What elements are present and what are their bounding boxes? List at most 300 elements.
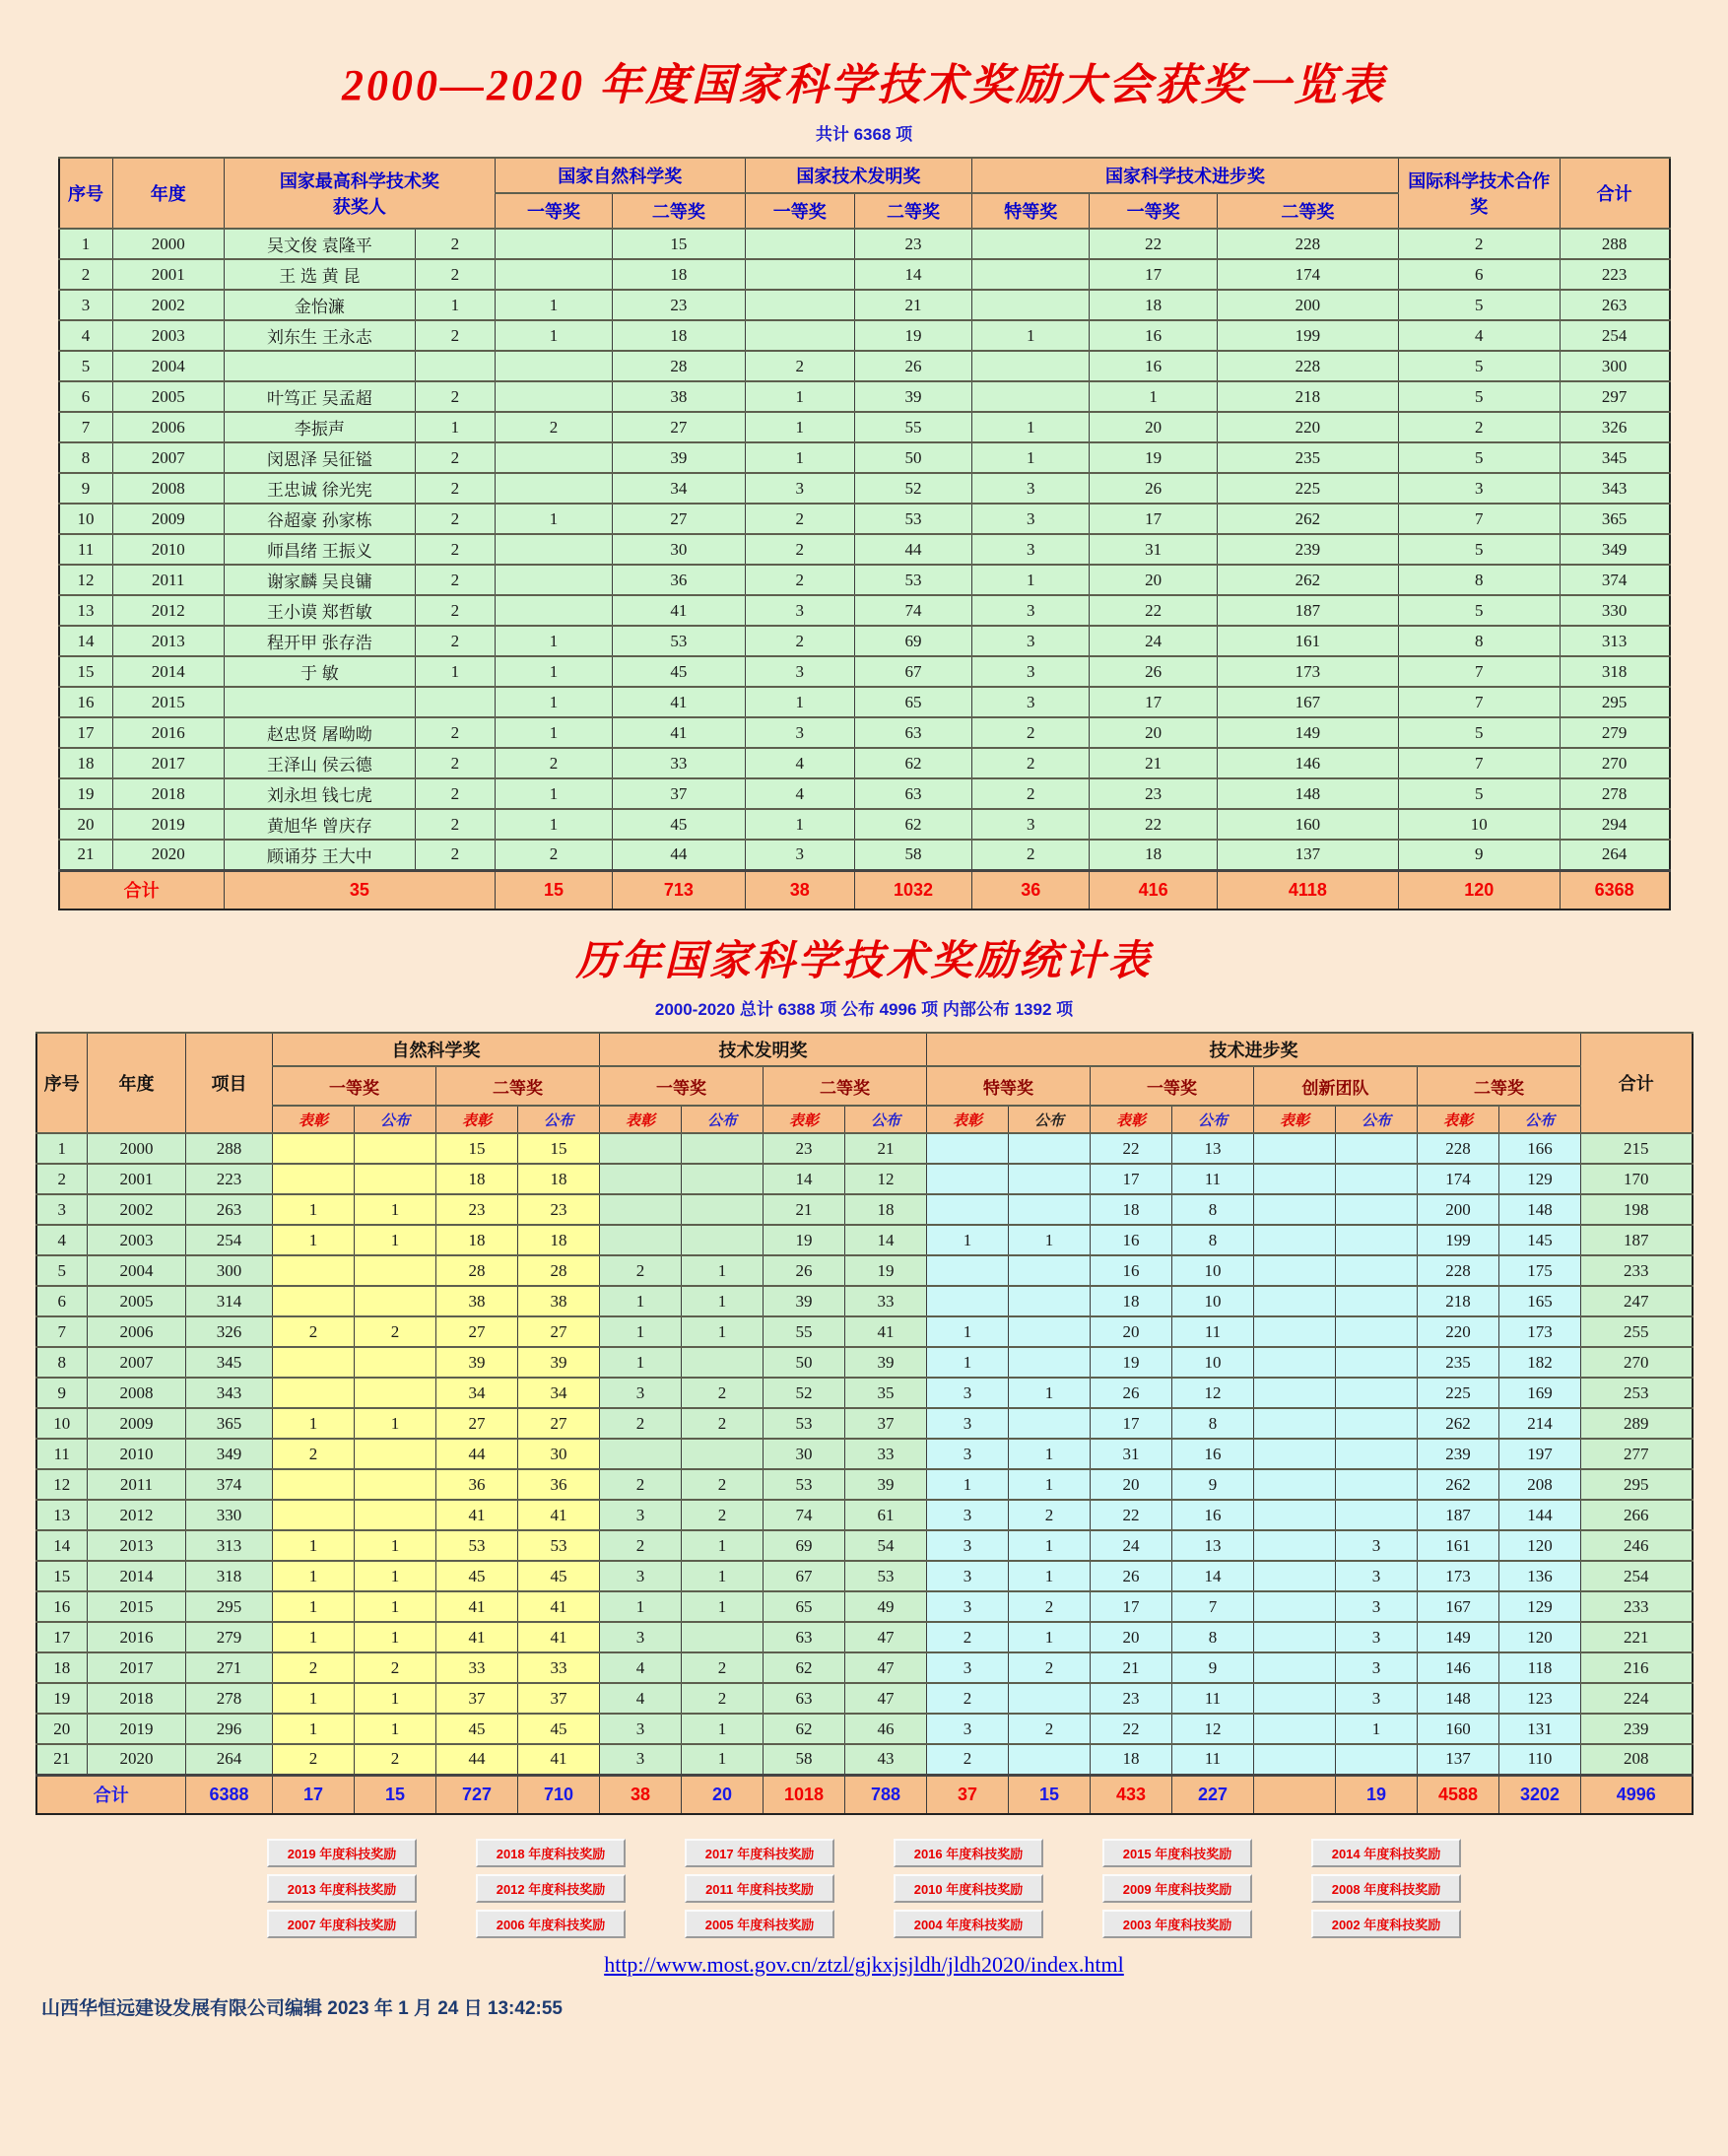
year-cell: 2004 — [112, 351, 224, 381]
count-cell: 3 — [745, 473, 854, 504]
count-cell: 1 — [972, 442, 1090, 473]
year-cell: 2006 — [88, 1316, 186, 1347]
count-cell — [273, 1469, 355, 1500]
header-commended: 表彰 — [927, 1106, 1009, 1133]
table-row — [36, 1255, 1693, 1286]
totals-cell: 37 — [927, 1775, 1009, 1814]
count-cell: 3 — [745, 840, 854, 870]
count-cell — [1336, 1194, 1418, 1225]
count-cell: 2 — [415, 840, 495, 870]
laureates-cell: 刘东生 王永志 — [224, 320, 415, 351]
count-cell: 20 — [1091, 1316, 1172, 1347]
count-cell: 262 — [1418, 1469, 1499, 1500]
count-cell: 3 — [1336, 1591, 1418, 1622]
year-award-link[interactable]: 2019 年度科技奖励 — [267, 1839, 417, 1867]
count-cell: 9 — [1398, 840, 1560, 870]
count-cell: 44 — [436, 1744, 518, 1775]
count-cell: 8 — [1172, 1194, 1254, 1225]
count-cell: 2 — [600, 1408, 682, 1439]
count-cell: 1 — [1009, 1469, 1091, 1500]
count-cell — [682, 1622, 764, 1652]
count-cell: 22 — [1090, 595, 1217, 626]
count-cell: 3 — [927, 1500, 1009, 1530]
count-cell: 129 — [1499, 1591, 1581, 1622]
header-tech-progress: 国家科学技术进步奖 — [972, 158, 1399, 193]
count-cell: 3 — [1398, 473, 1560, 504]
count-cell: 17 — [1090, 259, 1217, 290]
count-cell: 23 — [613, 290, 745, 320]
count-cell — [355, 1439, 436, 1469]
count-cell: 3 — [972, 534, 1090, 565]
count-cell: 2 — [415, 565, 495, 595]
count-cell: 62 — [764, 1714, 845, 1744]
seq-cell: 19 — [59, 778, 113, 809]
count-cell: 1 — [682, 1286, 764, 1316]
total-cell: 233 — [1581, 1255, 1693, 1286]
count-cell: 19 — [1091, 1347, 1172, 1378]
year-award-link[interactable]: 2015 年度科技奖励 — [1102, 1839, 1252, 1867]
count-cell: 1 — [1336, 1714, 1418, 1744]
count-cell: 36 — [436, 1469, 518, 1500]
count-cell: 1 — [495, 320, 612, 351]
year-award-link[interactable]: 2013 年度科技奖励 — [267, 1874, 417, 1903]
count-cell: 3 — [600, 1378, 682, 1408]
totals-cell: 727 — [436, 1775, 518, 1814]
count-cell: 2 — [682, 1683, 764, 1714]
count-cell: 30 — [518, 1439, 600, 1469]
year-cell: 2001 — [88, 1164, 186, 1194]
count-cell — [1336, 1439, 1418, 1469]
count-cell — [273, 1378, 355, 1408]
count-cell: 2 — [415, 504, 495, 534]
count-cell — [495, 381, 612, 412]
laureates-cell: 金怡濂 — [224, 290, 415, 320]
year-cell: 2015 — [88, 1591, 186, 1622]
table1-subtitle: 共计 6368 项 — [815, 125, 913, 144]
count-cell — [745, 290, 854, 320]
year-award-link[interactable]: 2008 年度科技奖励 — [1311, 1874, 1461, 1903]
count-cell — [355, 1378, 436, 1408]
table-row — [59, 412, 1670, 442]
header-second-prize: 二等奖 — [1418, 1066, 1581, 1106]
count-cell: 1 — [495, 809, 612, 840]
year-award-link[interactable]: 2012 年度科技奖励 — [476, 1874, 626, 1903]
year-cell: 2017 — [88, 1652, 186, 1683]
count-cell: 9 — [1172, 1652, 1254, 1683]
count-cell: 330 — [186, 1500, 273, 1530]
header-natural-science: 自然科学奖 — [273, 1033, 600, 1066]
count-cell: 27 — [518, 1316, 600, 1347]
count-cell: 74 — [764, 1500, 845, 1530]
table-row — [36, 1591, 1693, 1622]
count-cell: 8 — [1398, 626, 1560, 656]
count-cell — [1254, 1194, 1336, 1225]
table-row — [59, 626, 1670, 656]
year-award-link[interactable]: 2006 年度科技奖励 — [476, 1910, 626, 1938]
count-cell: 300 — [186, 1255, 273, 1286]
table-row — [59, 687, 1670, 717]
count-cell: 3 — [600, 1500, 682, 1530]
count-cell: 239 — [1217, 534, 1398, 565]
awards-overview-table — [58, 157, 1671, 910]
header-total: 合计 — [1581, 1033, 1693, 1133]
total-cell: 170 — [1581, 1164, 1693, 1194]
seq-cell: 11 — [59, 534, 113, 565]
total-cell: 270 — [1560, 748, 1669, 778]
count-cell: 2 — [927, 1744, 1009, 1775]
year-cell: 2009 — [88, 1408, 186, 1439]
count-cell: 1 — [495, 290, 612, 320]
count-cell: 18 — [613, 259, 745, 290]
total-cell: 253 — [1581, 1378, 1693, 1408]
count-cell — [600, 1225, 682, 1255]
count-cell: 1 — [273, 1561, 355, 1591]
seq-cell: 15 — [36, 1561, 88, 1591]
count-cell: 161 — [1217, 626, 1398, 656]
count-cell: 148 — [1217, 778, 1398, 809]
count-cell: 8 — [1172, 1225, 1254, 1255]
year-award-link[interactable]: 2014 年度科技奖励 — [1311, 1839, 1461, 1867]
count-cell: 41 — [845, 1316, 927, 1347]
header-first-prize: 一等奖 — [600, 1066, 764, 1106]
count-cell: 16 — [1091, 1225, 1172, 1255]
count-cell — [1336, 1378, 1418, 1408]
count-cell: 3 — [600, 1622, 682, 1652]
count-cell: 54 — [845, 1530, 927, 1561]
total-cell: 255 — [1581, 1316, 1693, 1347]
count-cell: 17 — [1090, 687, 1217, 717]
totals-cell: 227 — [1172, 1775, 1254, 1814]
count-cell — [600, 1439, 682, 1469]
count-cell: 63 — [854, 717, 971, 748]
count-cell: 5 — [1398, 717, 1560, 748]
count-cell: 1 — [745, 381, 854, 412]
count-cell — [682, 1133, 764, 1164]
count-cell — [927, 1286, 1009, 1316]
count-cell: 2 — [415, 717, 495, 748]
count-cell: 1 — [355, 1714, 436, 1744]
count-cell — [1254, 1378, 1336, 1408]
count-cell: 43 — [845, 1744, 927, 1775]
count-cell: 39 — [845, 1469, 927, 1500]
count-cell: 11 — [1172, 1683, 1254, 1714]
total-cell: 208 — [1581, 1744, 1693, 1775]
count-cell: 4 — [745, 778, 854, 809]
count-cell: 41 — [436, 1622, 518, 1652]
table-row — [36, 1316, 1693, 1347]
count-cell: 2 — [273, 1439, 355, 1469]
count-cell: 41 — [613, 717, 745, 748]
count-cell: 50 — [854, 442, 971, 473]
count-cell: 10 — [1172, 1286, 1254, 1316]
count-cell: 3 — [1336, 1561, 1418, 1591]
count-cell: 208 — [1499, 1469, 1581, 1500]
header-published: 公布 — [1009, 1106, 1091, 1133]
year-award-link[interactable]: 2017 年度科技奖励 — [685, 1839, 834, 1867]
seq-cell: 18 — [36, 1652, 88, 1683]
count-cell: 169 — [1499, 1378, 1581, 1408]
count-cell — [273, 1347, 355, 1378]
total-cell: 270 — [1581, 1347, 1693, 1378]
count-cell: 3 — [972, 809, 1090, 840]
count-cell: 199 — [1418, 1225, 1499, 1255]
total-cell: 264 — [1560, 840, 1669, 870]
count-cell: 21 — [1091, 1652, 1172, 1683]
count-cell: 3 — [972, 473, 1090, 504]
total-cell: 313 — [1560, 626, 1669, 656]
count-cell: 1 — [273, 1714, 355, 1744]
year-award-link[interactable]: 2007 年度科技奖励 — [267, 1910, 417, 1938]
header-first-prize: 一等奖 — [1091, 1066, 1254, 1106]
count-cell: 2 — [415, 748, 495, 778]
count-cell: 5 — [1398, 290, 1560, 320]
count-cell — [1009, 1347, 1091, 1378]
seq-cell: 5 — [36, 1255, 88, 1286]
laureates-cell: 王泽山 侯云德 — [224, 748, 415, 778]
count-cell: 1 — [355, 1530, 436, 1561]
laureates-cell: 王 选 黄 昆 — [224, 259, 415, 290]
seq-cell: 5 — [59, 351, 113, 381]
count-cell: 26 — [1091, 1561, 1172, 1591]
count-cell: 11 — [1172, 1744, 1254, 1775]
year-cell: 2009 — [112, 504, 224, 534]
count-cell: 33 — [613, 748, 745, 778]
count-cell — [682, 1164, 764, 1194]
seq-cell: 12 — [36, 1469, 88, 1500]
count-cell: 41 — [518, 1744, 600, 1775]
seq-cell: 18 — [59, 748, 113, 778]
year-award-link[interactable]: 2011 年度科技奖励 — [685, 1874, 834, 1903]
count-cell — [273, 1133, 355, 1164]
count-cell: 23 — [1090, 778, 1217, 809]
year-award-link[interactable]: 2016 年度科技奖励 — [894, 1839, 1043, 1867]
year-cell: 2007 — [88, 1347, 186, 1378]
count-cell: 200 — [1217, 290, 1398, 320]
header-year: 年度 — [112, 158, 224, 229]
seq-cell: 10 — [59, 504, 113, 534]
count-cell: 2 — [415, 595, 495, 626]
count-cell — [1254, 1316, 1336, 1347]
count-cell: 26 — [1090, 656, 1217, 687]
count-cell: 262 — [1217, 504, 1398, 534]
year-cell: 2014 — [112, 656, 224, 687]
count-cell: 349 — [186, 1439, 273, 1469]
count-cell — [1009, 1683, 1091, 1714]
header-second-prize: 二等奖 — [764, 1066, 927, 1106]
count-cell: 167 — [1217, 687, 1398, 717]
count-cell: 200 — [1418, 1194, 1499, 1225]
total-cell: 215 — [1581, 1133, 1693, 1164]
count-cell — [972, 229, 1090, 259]
count-cell: 21 — [764, 1194, 845, 1225]
table-row — [36, 1378, 1693, 1408]
year-award-link[interactable]: 2009 年度科技奖励 — [1102, 1874, 1252, 1903]
count-cell — [1254, 1286, 1336, 1316]
count-cell: 263 — [186, 1194, 273, 1225]
count-cell: 41 — [613, 687, 745, 717]
seq-cell: 6 — [36, 1286, 88, 1316]
year-cell: 2008 — [88, 1378, 186, 1408]
count-cell: 33 — [518, 1652, 600, 1683]
count-cell: 6 — [1398, 259, 1560, 290]
count-cell: 58 — [854, 840, 971, 870]
count-cell: 41 — [518, 1622, 600, 1652]
year-award-link[interactable]: 2003 年度科技奖励 — [1102, 1910, 1252, 1938]
totals-cell: 713 — [613, 870, 745, 910]
total-cell: 278 — [1560, 778, 1669, 809]
header-seq: 序号 — [36, 1033, 88, 1133]
totals-cell: 38 — [745, 870, 854, 910]
seq-cell: 14 — [36, 1530, 88, 1561]
source-url-link[interactable]: http://www.most.gov.cn/ztzl/gjkxjsjldh/jldh2020/index.html — [604, 1952, 1124, 1977]
year-cell: 2016 — [88, 1622, 186, 1652]
count-cell: 2 — [415, 473, 495, 504]
header-commended: 表彰 — [1091, 1106, 1172, 1133]
count-cell: 38 — [518, 1286, 600, 1316]
count-cell: 28 — [436, 1255, 518, 1286]
count-cell: 39 — [613, 442, 745, 473]
laureates-cell: 于 敏 — [224, 656, 415, 687]
count-cell: 2 — [745, 626, 854, 656]
count-cell — [1254, 1255, 1336, 1286]
count-cell: 1 — [972, 565, 1090, 595]
total-cell: 216 — [1581, 1652, 1693, 1683]
count-cell: 2 — [355, 1652, 436, 1683]
totals-cell: 120 — [1398, 870, 1560, 910]
totals-label: 合计 — [59, 870, 225, 910]
total-cell: 343 — [1560, 473, 1669, 504]
year-cell: 2017 — [112, 748, 224, 778]
count-cell: 16 — [1172, 1439, 1254, 1469]
count-cell: 2 — [415, 259, 495, 290]
count-cell: 7 — [1398, 748, 1560, 778]
year-award-link[interactable]: 2018 年度科技奖励 — [476, 1839, 626, 1867]
year-cell: 2002 — [88, 1194, 186, 1225]
count-cell: 2 — [972, 748, 1090, 778]
count-cell — [495, 565, 612, 595]
seq-cell: 3 — [59, 290, 113, 320]
count-cell — [273, 1255, 355, 1286]
count-cell: 65 — [764, 1591, 845, 1622]
count-cell: 53 — [845, 1561, 927, 1591]
count-cell: 1 — [355, 1408, 436, 1439]
awards-statistics-table — [35, 1032, 1694, 1815]
header-top-award-line2: 获奖人 — [332, 197, 386, 217]
count-cell: 74 — [854, 595, 971, 626]
count-cell — [972, 290, 1090, 320]
count-cell: 21 — [854, 290, 971, 320]
totals-cell: 38 — [600, 1775, 682, 1814]
count-cell: 18 — [518, 1225, 600, 1255]
year-cell: 2005 — [112, 381, 224, 412]
header-tech-invention: 技术发明奖 — [600, 1033, 927, 1066]
count-cell: 39 — [518, 1347, 600, 1378]
count-cell: 1 — [1009, 1439, 1091, 1469]
count-cell: 110 — [1499, 1744, 1581, 1775]
count-cell: 5 — [1398, 442, 1560, 473]
page-title-2: 历年国家科学技术奖励统计表 — [575, 939, 1153, 984]
count-cell: 3 — [927, 1652, 1009, 1683]
header-published: 公布 — [845, 1106, 927, 1133]
count-cell: 1 — [1009, 1225, 1091, 1255]
count-cell: 3 — [600, 1561, 682, 1591]
count-cell: 2 — [1009, 1500, 1091, 1530]
count-cell: 3 — [927, 1408, 1009, 1439]
count-cell: 1 — [600, 1316, 682, 1347]
laureates-cell — [224, 351, 415, 381]
table-row — [59, 809, 1670, 840]
count-cell: 5 — [1398, 595, 1560, 626]
count-cell: 129 — [1499, 1164, 1581, 1194]
table-row — [36, 1561, 1693, 1591]
count-cell: 53 — [764, 1408, 845, 1439]
year-cell: 2013 — [112, 626, 224, 656]
total-cell: 318 — [1560, 656, 1669, 687]
count-cell: 23 — [436, 1194, 518, 1225]
laureates-cell: 王忠诚 徐光宪 — [224, 473, 415, 504]
count-cell: 288 — [186, 1133, 273, 1164]
total-cell: 365 — [1560, 504, 1669, 534]
table-row — [59, 840, 1670, 870]
seq-cell: 4 — [36, 1225, 88, 1255]
count-cell: 166 — [1499, 1133, 1581, 1164]
count-cell: 18 — [436, 1225, 518, 1255]
header-commended: 表彰 — [764, 1106, 845, 1133]
table-row — [59, 473, 1670, 504]
count-cell — [682, 1347, 764, 1378]
count-cell: 1 — [927, 1316, 1009, 1347]
table-row — [59, 259, 1670, 290]
total-cell: 297 — [1560, 381, 1669, 412]
table-row — [36, 1164, 1693, 1194]
count-cell: 69 — [854, 626, 971, 656]
count-cell: 53 — [854, 504, 971, 534]
count-cell: 41 — [518, 1591, 600, 1622]
total-cell: 279 — [1560, 717, 1669, 748]
year-award-link[interactable]: 2005 年度科技奖励 — [685, 1910, 834, 1938]
count-cell: 214 — [1499, 1408, 1581, 1439]
seq-cell: 2 — [36, 1164, 88, 1194]
count-cell: 37 — [845, 1408, 927, 1439]
count-cell: 1 — [355, 1622, 436, 1652]
total-cell: 224 — [1581, 1683, 1693, 1714]
year-award-link[interactable]: 2004 年度科技奖励 — [894, 1910, 1043, 1938]
count-cell: 220 — [1217, 412, 1398, 442]
count-cell — [600, 1164, 682, 1194]
count-cell — [745, 229, 854, 259]
seq-cell: 21 — [36, 1744, 88, 1775]
count-cell: 1 — [273, 1591, 355, 1622]
editor-credit: 山西华恒远建设发展有限公司编辑 2023 年 1 月 24 日 13:42:55 — [41, 1998, 563, 2019]
count-cell: 16 — [1090, 351, 1217, 381]
seq-cell: 16 — [59, 687, 113, 717]
count-cell: 174 — [1217, 259, 1398, 290]
count-cell: 2 — [600, 1530, 682, 1561]
count-cell: 3 — [1336, 1652, 1418, 1683]
count-cell — [1254, 1622, 1336, 1652]
count-cell — [1254, 1164, 1336, 1194]
total-cell: 266 — [1581, 1500, 1693, 1530]
totals-cell: 20 — [682, 1775, 764, 1814]
seq-cell: 8 — [59, 442, 113, 473]
year-award-link[interactable]: 2010 年度科技奖励 — [894, 1874, 1043, 1903]
count-cell: 2 — [745, 351, 854, 381]
count-cell: 199 — [1217, 320, 1398, 351]
year-award-link[interactable]: 2002 年度科技奖励 — [1311, 1910, 1461, 1938]
count-cell: 53 — [436, 1530, 518, 1561]
header-second-prize: 二等奖 — [1217, 193, 1398, 229]
seq-cell: 21 — [59, 840, 113, 870]
